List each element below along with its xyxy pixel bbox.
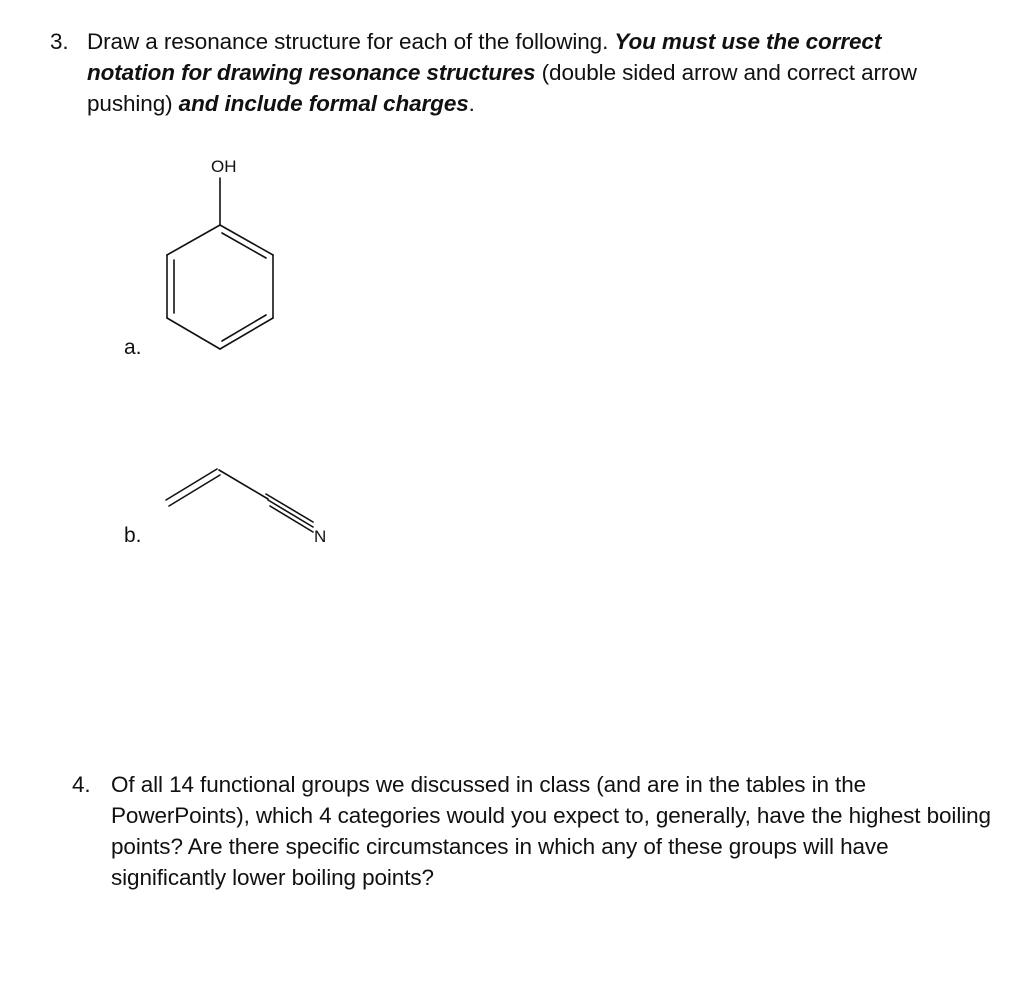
alkene-bond-2: [169, 475, 220, 506]
nitrile-bond-2: [268, 500, 313, 527]
question-3-intro: Draw a resonance structure for each of the following.: [87, 29, 609, 54]
question-3-parenthetical: (double sided arrow and correct arrow pushing): [87, 60, 917, 116]
question-3-number: 3.: [50, 29, 69, 54]
alkene-bond-1: [166, 469, 217, 500]
question-3-period: .: [468, 91, 475, 116]
question-4-number: 4.: [72, 772, 91, 797]
part-a-label: a.: [124, 336, 142, 359]
single-bond: [219, 470, 268, 499]
nitrogen-label: N: [314, 527, 327, 546]
hydroxyl-label: OH: [211, 157, 237, 176]
part-b-label: b.: [124, 524, 142, 547]
question-4-text: Of all 14 functional groups we discussed in class (and are in the tables in the PowerPoints), which 4 categories would you expect to, generally, have the highest boiling points? Are there specific circumstances in which any of these groups will have significantly lower boiling points?: [111, 772, 991, 890]
question-4: [72, 769, 992, 893]
question-3-emphasis-charges: and include formal charges: [178, 91, 469, 116]
question-3-emphasis-notation: You must use the correct notation for drawing resonance structures: [87, 29, 882, 85]
